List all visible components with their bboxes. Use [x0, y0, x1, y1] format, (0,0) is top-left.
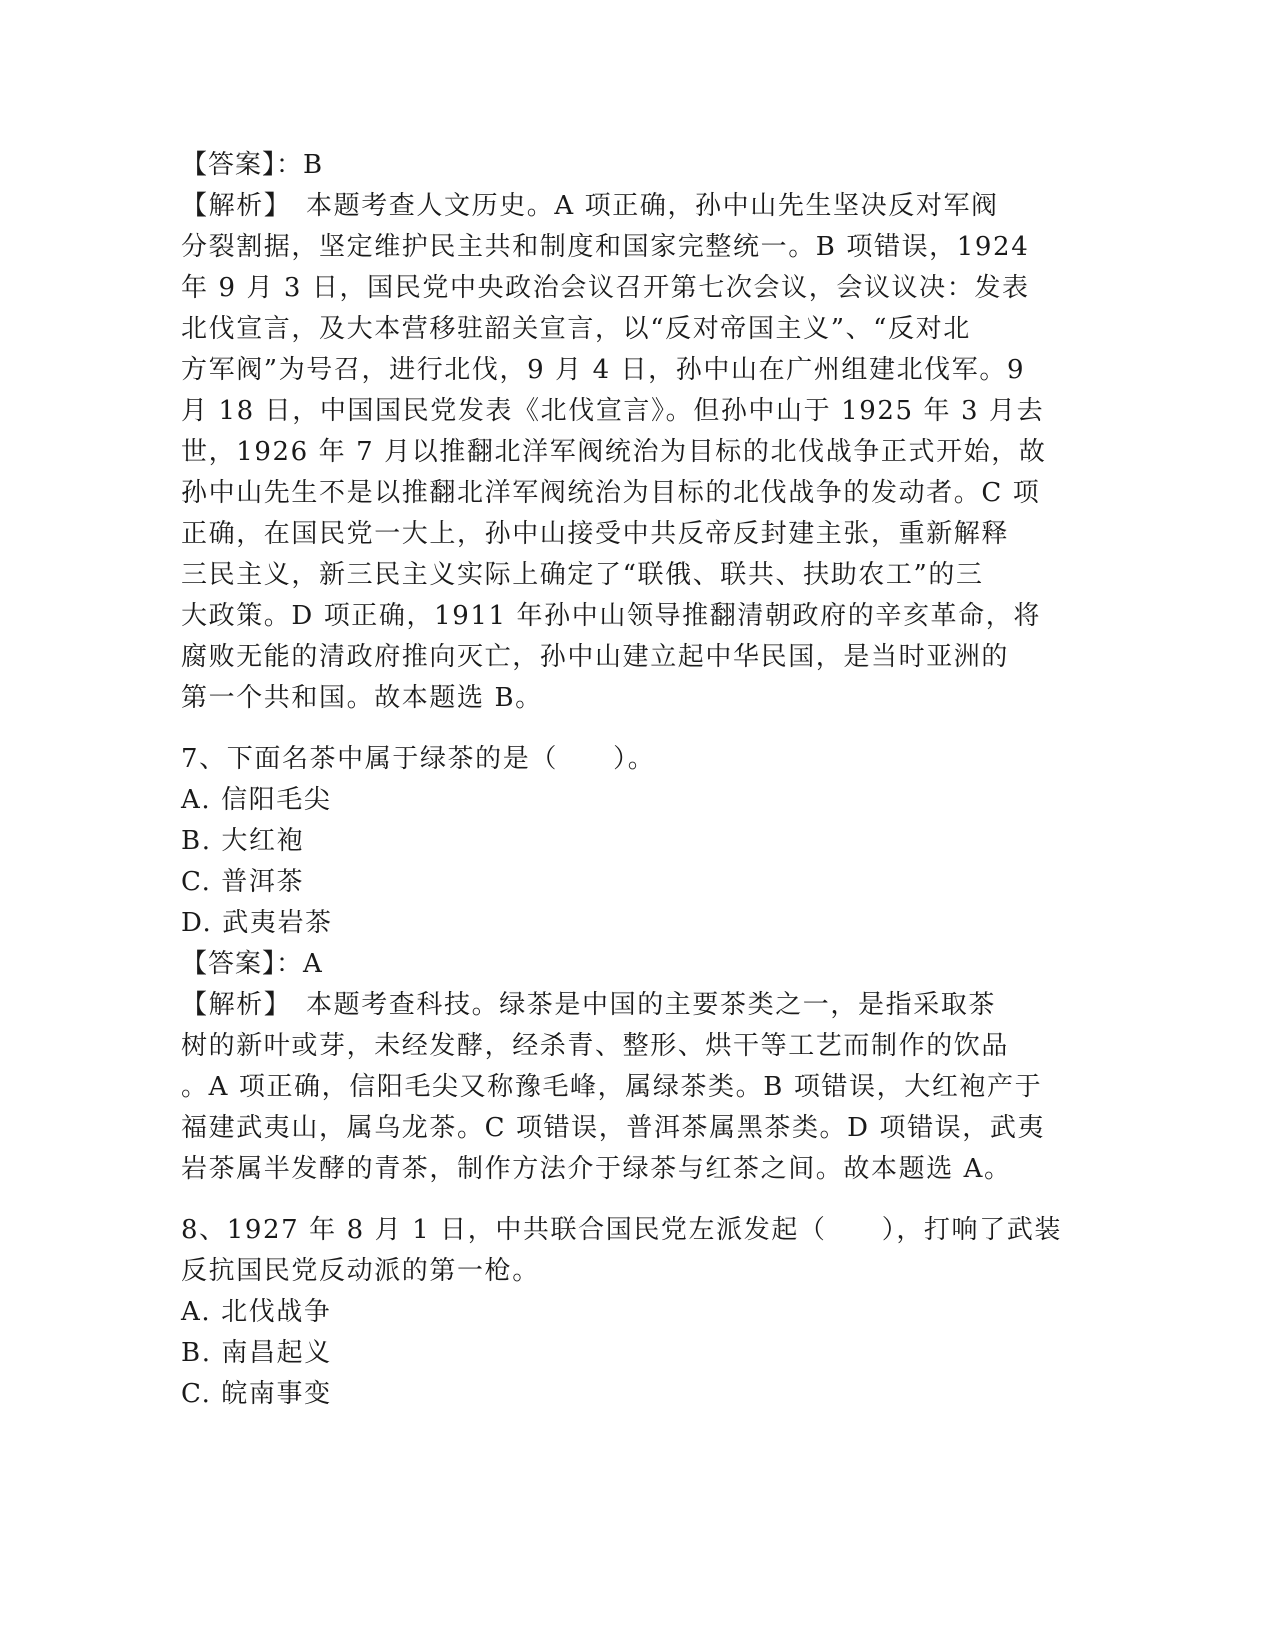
analysis-line: 第一个共和国。故本题选 B。 — [181, 683, 543, 713]
answer-value: B — [303, 150, 324, 180]
question-stem: 7、下面名茶中属于绿茶的是（ ）。 — [181, 744, 656, 774]
analysis-line: 三民主义，新三民主义实际上确定了“联俄、联共、扶助农工”的三 — [181, 560, 984, 590]
analysis-line: 岩茶属半发酵的青茶，制作方法介于绿茶与红茶之间。故本题选 A。 — [181, 1154, 1012, 1184]
analysis-line: 腐败无能的清政府推向灭亡，孙中山建立起中华民国，是当时亚洲的 — [181, 642, 1010, 672]
option-b: B. 大红袍 — [181, 826, 305, 856]
answer-label: 【答案】： — [181, 150, 304, 180]
question-7 — [181, 739, 1046, 1190]
question-stem: 8、1927 年 8 月 1 日，中共联合国民党左派发起（ ），打响了武装 — [181, 1215, 1062, 1245]
q7-answer — [181, 944, 1041, 985]
analysis-line: 正确，在国民党一大上，孙中山接受中共反帝反封建主张，重新解释 — [181, 519, 1010, 549]
option-a: A. 北伐战争 — [181, 1297, 332, 1327]
q6-analysis — [181, 186, 1047, 719]
analysis-line: 大政策。D 项正确，1911 年孙中山领导推翻清朝政府的辛亥革命，将 — [181, 601, 1041, 631]
analysis-line: 北伐宣言，及大本营移驻韶关宣言，以“反对帝国主义”、“反对北 — [181, 314, 971, 344]
analysis-line: 【解析】 本题考查人文历史。A 项正确，孙中山先生坚决反对军阀 — [181, 191, 999, 221]
analysis-line: 。A 项正确，信阳毛尖又称豫毛峰，属绿茶类。B 项错误，大红袍产于 — [181, 1072, 1043, 1102]
analysis-line: 世，1926 年 7 月以推翻北洋军阀统治为目标的北伐战争正式开始，故 — [181, 437, 1047, 467]
answer-value: A — [303, 949, 324, 979]
option-a: A. 信阳毛尖 — [181, 785, 332, 815]
q6-answer — [181, 145, 1041, 186]
analysis-line: 福建武夷山，属乌龙茶。C 项错误，普洱茶属黑茶类。D 项错误，武夷 — [181, 1113, 1046, 1143]
q7-analysis — [181, 985, 1046, 1190]
question-stem: 反抗国民党反动派的第一枪。 — [181, 1256, 540, 1286]
analysis-line: 月 18 日，中国国民党发表《北伐宣言》。但孙中山于 1925 年 3 月去 — [181, 396, 1045, 426]
option-c: C. 皖南事变 — [181, 1379, 332, 1409]
analysis-line: 树的新叶或芽，未经发酵，经杀青、整形、烘干等工艺而制作的饮品 — [181, 1031, 1010, 1061]
option-d: D. 武夷岩茶 — [181, 908, 333, 938]
analysis-line: 分裂割据，坚定维护民主共和制度和国家完整统一。B 项错误，1924 — [181, 232, 1030, 262]
spacer — [181, 1190, 1041, 1210]
document-page — [181, 145, 1062, 1415]
analysis-line: 年 9 月 3 日，国民党中央政治会议召开第七次会议，会议议决：发表 — [181, 273, 1030, 303]
answer-label: 【答案】： — [181, 949, 304, 979]
question-8 — [181, 1210, 1062, 1415]
analysis-line: 孙中山先生不是以推翻北洋军阀统治为目标的北伐战争的发动者。C 项 — [181, 478, 1041, 508]
analysis-line: 【解析】 本题考查科技。绿茶是中国的主要茶类之一，是指采取茶 — [181, 990, 997, 1020]
option-c: C. 普洱茶 — [181, 867, 305, 897]
option-b: B. 南昌起义 — [181, 1338, 332, 1368]
q6-answer-section — [181, 145, 1047, 719]
analysis-line: 方军阀”为号召，进行北伐，9 月 4 日，孙中山在广州组建北伐军。9 — [181, 355, 1026, 385]
spacer — [181, 719, 1041, 739]
